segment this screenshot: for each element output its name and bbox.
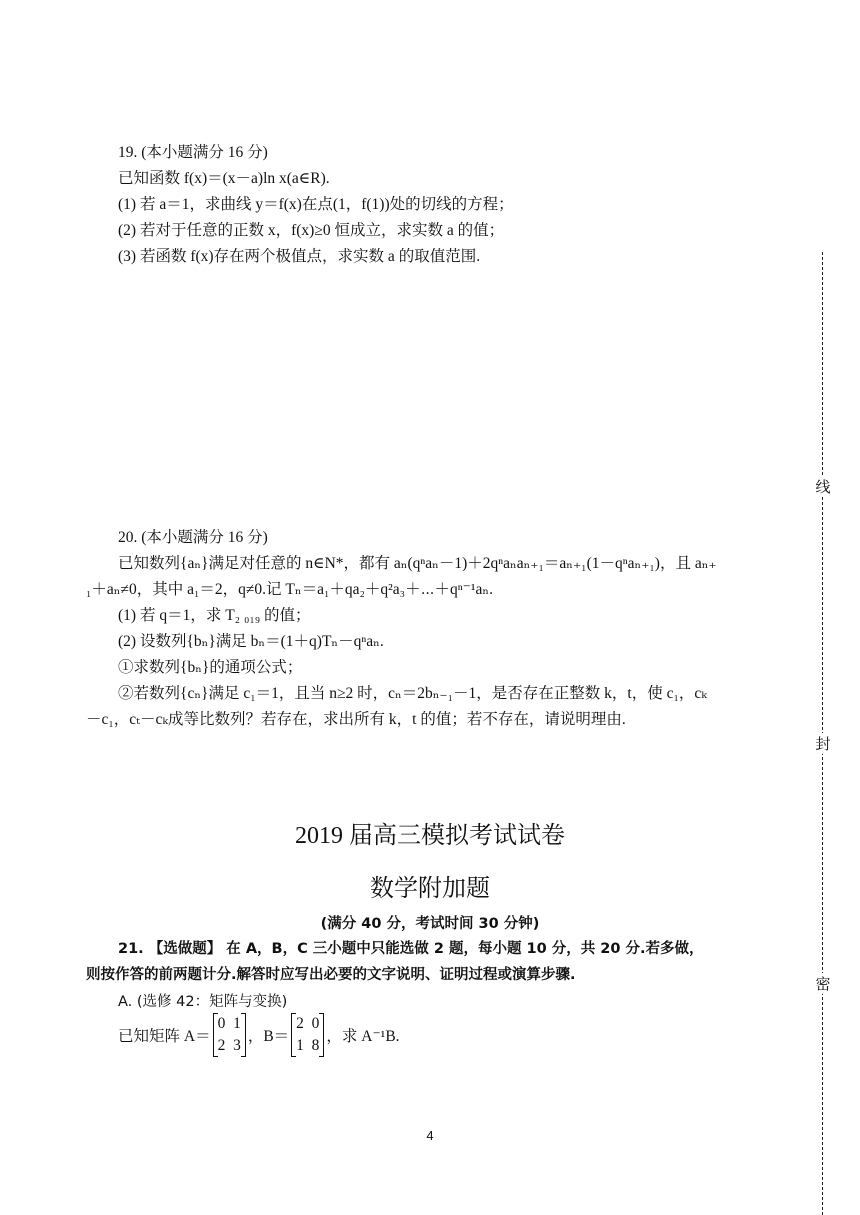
matrix-b [291, 1013, 324, 1057]
q21-partA-suffix: ，求 A⁻¹B. [326, 1028, 400, 1045]
q19-heading: 19. (本小题满分 16 分) [118, 144, 268, 161]
matrix-a-row2: 2 3 [217, 1037, 241, 1054]
q20-stem-line2: ₁＋aₙ≠0，其中 a₁＝2，q≠0.记 Tₙ＝a₁＋qa₂＋q²a₃＋⋯＋qⁿ⁻¹aₙ. [86, 581, 493, 598]
page-number: 4 [426, 1128, 434, 1143]
q19-part3: (3) 若函数 f(x)存在两个极值点，求实数 a 的取值范围. [118, 248, 481, 265]
matrix-b-row1: 2 0 [296, 1015, 320, 1032]
matrix-a-row1: 0 1 [217, 1015, 241, 1032]
q21-line2: 则按作答的前两题计分.解答时应写出必要的文字说明、证明过程或演算步骤. [86, 967, 576, 983]
q20-stem-line1: 已知数列{aₙ}满足对任意的 n∈N*，都有 aₙ(qⁿaₙ－1)＋2qⁿaₙaₙ₊₁＝aₙ₊₁(1－qⁿaₙ₊₁)，且 aₙ₊ [118, 555, 717, 572]
q21-partA-mid: ，B＝ [247, 1028, 290, 1045]
margin-mark-secret: 密 [813, 973, 833, 994]
q19-part2: (2) 若对于任意的正数 x，f(x)≥0 恒成立，求实数 a 的值； [118, 222, 505, 239]
margin-mark-line: 线 [813, 476, 833, 497]
section-note: (满分 40 分，考试时间 30 分钟) [320, 916, 540, 932]
q21-partA-prefix: 已知矩阵 A＝ [118, 1028, 211, 1045]
q21-partA-heading: A. (选修 42：矩阵与变换) [118, 994, 288, 1010]
section-title: 2019 届高三模拟考试试卷 [295, 823, 565, 849]
matrix-b-row2: 1 8 [296, 1037, 320, 1054]
margin-mark-seal: 封 [813, 733, 833, 754]
q19-part1: (1) 若 a＝1，求曲线 y＝f(x)在点(1，f(1))处的切线的方程； [118, 196, 514, 213]
q19-stem: 已知函数 f(x)＝(x－a)ln x(a∈R). [118, 170, 330, 187]
section-subtitle: 数学附加题 [370, 876, 490, 902]
q20-part2-ii-line1: ②若数列{cₙ}满足 c₁＝1，且当 n≥2 时，cₙ＝2bₙ₋₁－1，是否存在正整数 k，t，使 c₁，cₖ [118, 685, 707, 702]
q20-part2-i: ①求数列{bₙ}的通项公式； [118, 659, 303, 676]
q20-heading: 20. (本小题满分 16 分) [118, 529, 268, 546]
q21-partA-question [118, 1013, 400, 1057]
q21-line1: 21. 【选做题】 在 A，B，C 三小题中只能选做 2 题，每小题 10 分，共 20 分.若多做， [118, 941, 704, 957]
q20-part2-ii-line2: －c₁，cₜ－cₖ成等比数列？若存在，求出所有 k，t 的值；若不存在，请说明理由. [86, 711, 626, 728]
q20-part1: (1) 若 q＝1，求 T₂ ₀₁₉ 的值； [118, 607, 311, 624]
q20-part2: (2) 设数列{bₙ}满足 bₙ＝(1＋q)Tₙ－qⁿaₙ. [118, 633, 384, 650]
matrix-a [213, 1013, 246, 1057]
